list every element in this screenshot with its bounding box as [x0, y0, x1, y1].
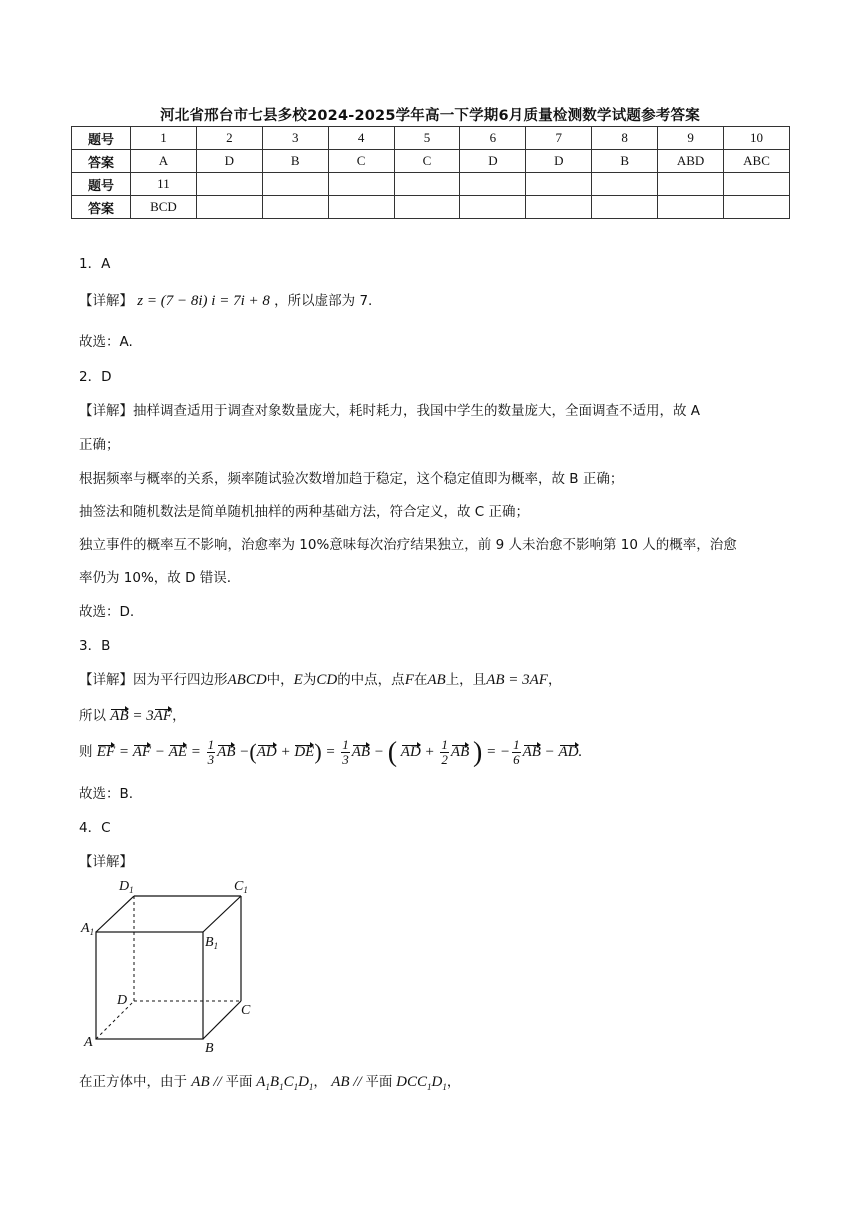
q4-heading: 4．C — [79, 820, 111, 836]
cube-edge — [96, 896, 134, 932]
table-row — [72, 150, 790, 173]
table-cell: ABD — [658, 150, 724, 173]
q2-line: 抽签法和随机数法是简单随机抽样的两种基础方法，符合定义，故 C 正确； — [79, 504, 530, 520]
cube-hidden-edge — [96, 1001, 134, 1039]
q2-line: 正确； — [79, 437, 120, 453]
table-cell: 2 — [196, 127, 262, 150]
table-cell — [262, 196, 328, 219]
row-label: 答案 — [72, 196, 131, 219]
table-cell: 7 — [526, 127, 592, 150]
table-cell: 3 — [262, 127, 328, 150]
q3-math: E — [293, 672, 303, 688]
q3-detail-line — [79, 668, 561, 689]
table-cell — [328, 173, 394, 196]
q3-math: F — [404, 672, 414, 688]
table-cell — [658, 173, 724, 196]
q4-parallel-statement: AB // 平面 $A_1B_1C_1D_1$ — [191, 1074, 314, 1092]
cube-figure — [79, 874, 269, 1054]
vertex-label-d: D — [117, 993, 128, 1008]
q4-text: ， — [446, 1074, 461, 1090]
q3-math: AB — [427, 672, 446, 688]
q4-detail-tag: 【详解】 — [79, 854, 133, 870]
q4-text: ， — [313, 1074, 327, 1090]
table-cell — [526, 173, 592, 196]
table-cell: ABC — [724, 150, 790, 173]
vertex-label-a1: $A_1$ — [81, 921, 95, 937]
q1-heading: 1．A — [79, 256, 111, 272]
vertex-label-d1: $D_1$ — [119, 879, 134, 895]
vertex-label-b: B — [205, 1041, 214, 1054]
q3-text: 在 — [413, 672, 428, 688]
q3-math: AB = 3AF — [486, 672, 548, 688]
q4-parallel-statement: AB // 平面 $DCC_1D_1$ — [331, 1074, 447, 1092]
row-label: 题号 — [72, 127, 131, 150]
table-cell: D — [196, 150, 262, 173]
table-row — [72, 196, 790, 219]
row-label: 题号 — [72, 173, 131, 196]
q2-line: 率仍为 10%，故 D 错误. — [79, 570, 232, 586]
table-cell — [460, 173, 526, 196]
table-cell: BCD — [131, 196, 197, 219]
table-row — [72, 127, 790, 150]
page-title: 河北省邢台市七县多校2024-2025学年高一下学期6月质量检测数学试题参考答案 — [160, 108, 700, 124]
table-cell: B — [262, 150, 328, 173]
q2-line: 独立事件的概率互不影响，治愈率为 10%意味每次治疗结果独立，前 9 人未治愈不影响第 10 人的概率，治愈 — [79, 537, 737, 553]
q4-text: 在正方体中，由于 — [79, 1074, 187, 1090]
cube-edge — [203, 896, 241, 932]
q3-text: 为 — [302, 672, 317, 688]
row-label: 答案 — [72, 150, 131, 173]
table-cell: 6 — [460, 127, 526, 150]
q3-math: ABCD — [227, 672, 267, 688]
q3-text: 中， — [266, 672, 294, 688]
table-cell — [658, 196, 724, 219]
table-cell: A — [131, 150, 197, 173]
table-cell — [394, 196, 460, 219]
q3-detail-line — [79, 704, 186, 725]
table-cell — [724, 196, 790, 219]
q2-line: 根据频率与概率的关系，频率随试验次数增加趋于稳定，这个稳定值即为概率，故 B 正确； — [79, 471, 624, 487]
table-cell — [328, 196, 394, 219]
q3-text: 上，且 — [445, 672, 487, 688]
answer-table — [71, 126, 790, 219]
table-cell — [262, 173, 328, 196]
q3-choice: 故选：B. — [79, 786, 134, 802]
table-row — [72, 173, 790, 196]
vertex-label-c: C — [241, 1003, 251, 1018]
q3-detail-line — [79, 737, 582, 769]
q3-text: 则 — [79, 744, 93, 760]
cube-front-face — [96, 932, 203, 1039]
table-cell: 9 — [658, 127, 724, 150]
table-cell — [592, 173, 658, 196]
table-cell: B — [592, 150, 658, 173]
q2-line: 【详解】抽样调查适用于调查对象数量庞大，耗时耗力，我国中学生的数量庞大，全面调查不适用，故 A — [79, 403, 701, 419]
table-cell — [460, 196, 526, 219]
q3-vector-equation: AB = 3AF — [110, 708, 173, 724]
table-cell: C — [328, 150, 394, 173]
q1-detail — [79, 289, 372, 310]
table-cell — [724, 173, 790, 196]
table-cell: C — [394, 150, 460, 173]
q2-choice: 故选：D. — [79, 604, 135, 620]
table-cell: 10 — [724, 127, 790, 150]
q3-heading: 3．B — [79, 638, 111, 654]
q1-expression: z = (7 − 8i) i = 7i + 8 — [137, 293, 270, 309]
table-cell — [196, 173, 262, 196]
cube-edge — [203, 1001, 241, 1039]
q3-text: 【详解】因为平行四边形 — [79, 672, 228, 688]
detail-tag: 【详解】 — [79, 293, 133, 309]
table-cell: D — [460, 150, 526, 173]
vertex-label-b1: $B_1$ — [205, 935, 219, 951]
table-cell — [196, 196, 262, 219]
table-cell: 1 — [131, 127, 197, 150]
vertex-label-a: A — [84, 1035, 93, 1050]
q3-text: 的中点，点 — [337, 672, 405, 688]
q3-vector-derivation: EF = AF − AE = $\frac{1}{3}$ AB −(AD + DE) = $\frac{1}{3}$ AB − ( AD + $\frac{1}{2}$ AB ) = − $\frac{1}{6}$ AB − AD. — [96, 737, 583, 768]
table-cell — [592, 196, 658, 219]
table-cell — [526, 196, 592, 219]
q3-math: CD — [316, 672, 338, 688]
vertex-label-c1: $C_1$ — [234, 879, 248, 895]
q2-heading: 2．D — [79, 369, 112, 385]
table-cell: 4 — [328, 127, 394, 150]
q3-text: ， — [172, 708, 186, 724]
q4-detail-line — [79, 1070, 460, 1092]
table-cell: D — [526, 150, 592, 173]
q3-text: ， — [547, 672, 562, 688]
table-cell — [394, 173, 460, 196]
table-cell: 8 — [592, 127, 658, 150]
q1-choice: 故选：A. — [79, 334, 133, 350]
q1-detail-tail: ，所以虚部为 7. — [274, 293, 373, 309]
table-cell: 5 — [394, 127, 460, 150]
q3-text: 所以 — [79, 708, 106, 724]
table-cell: 11 — [131, 173, 197, 196]
